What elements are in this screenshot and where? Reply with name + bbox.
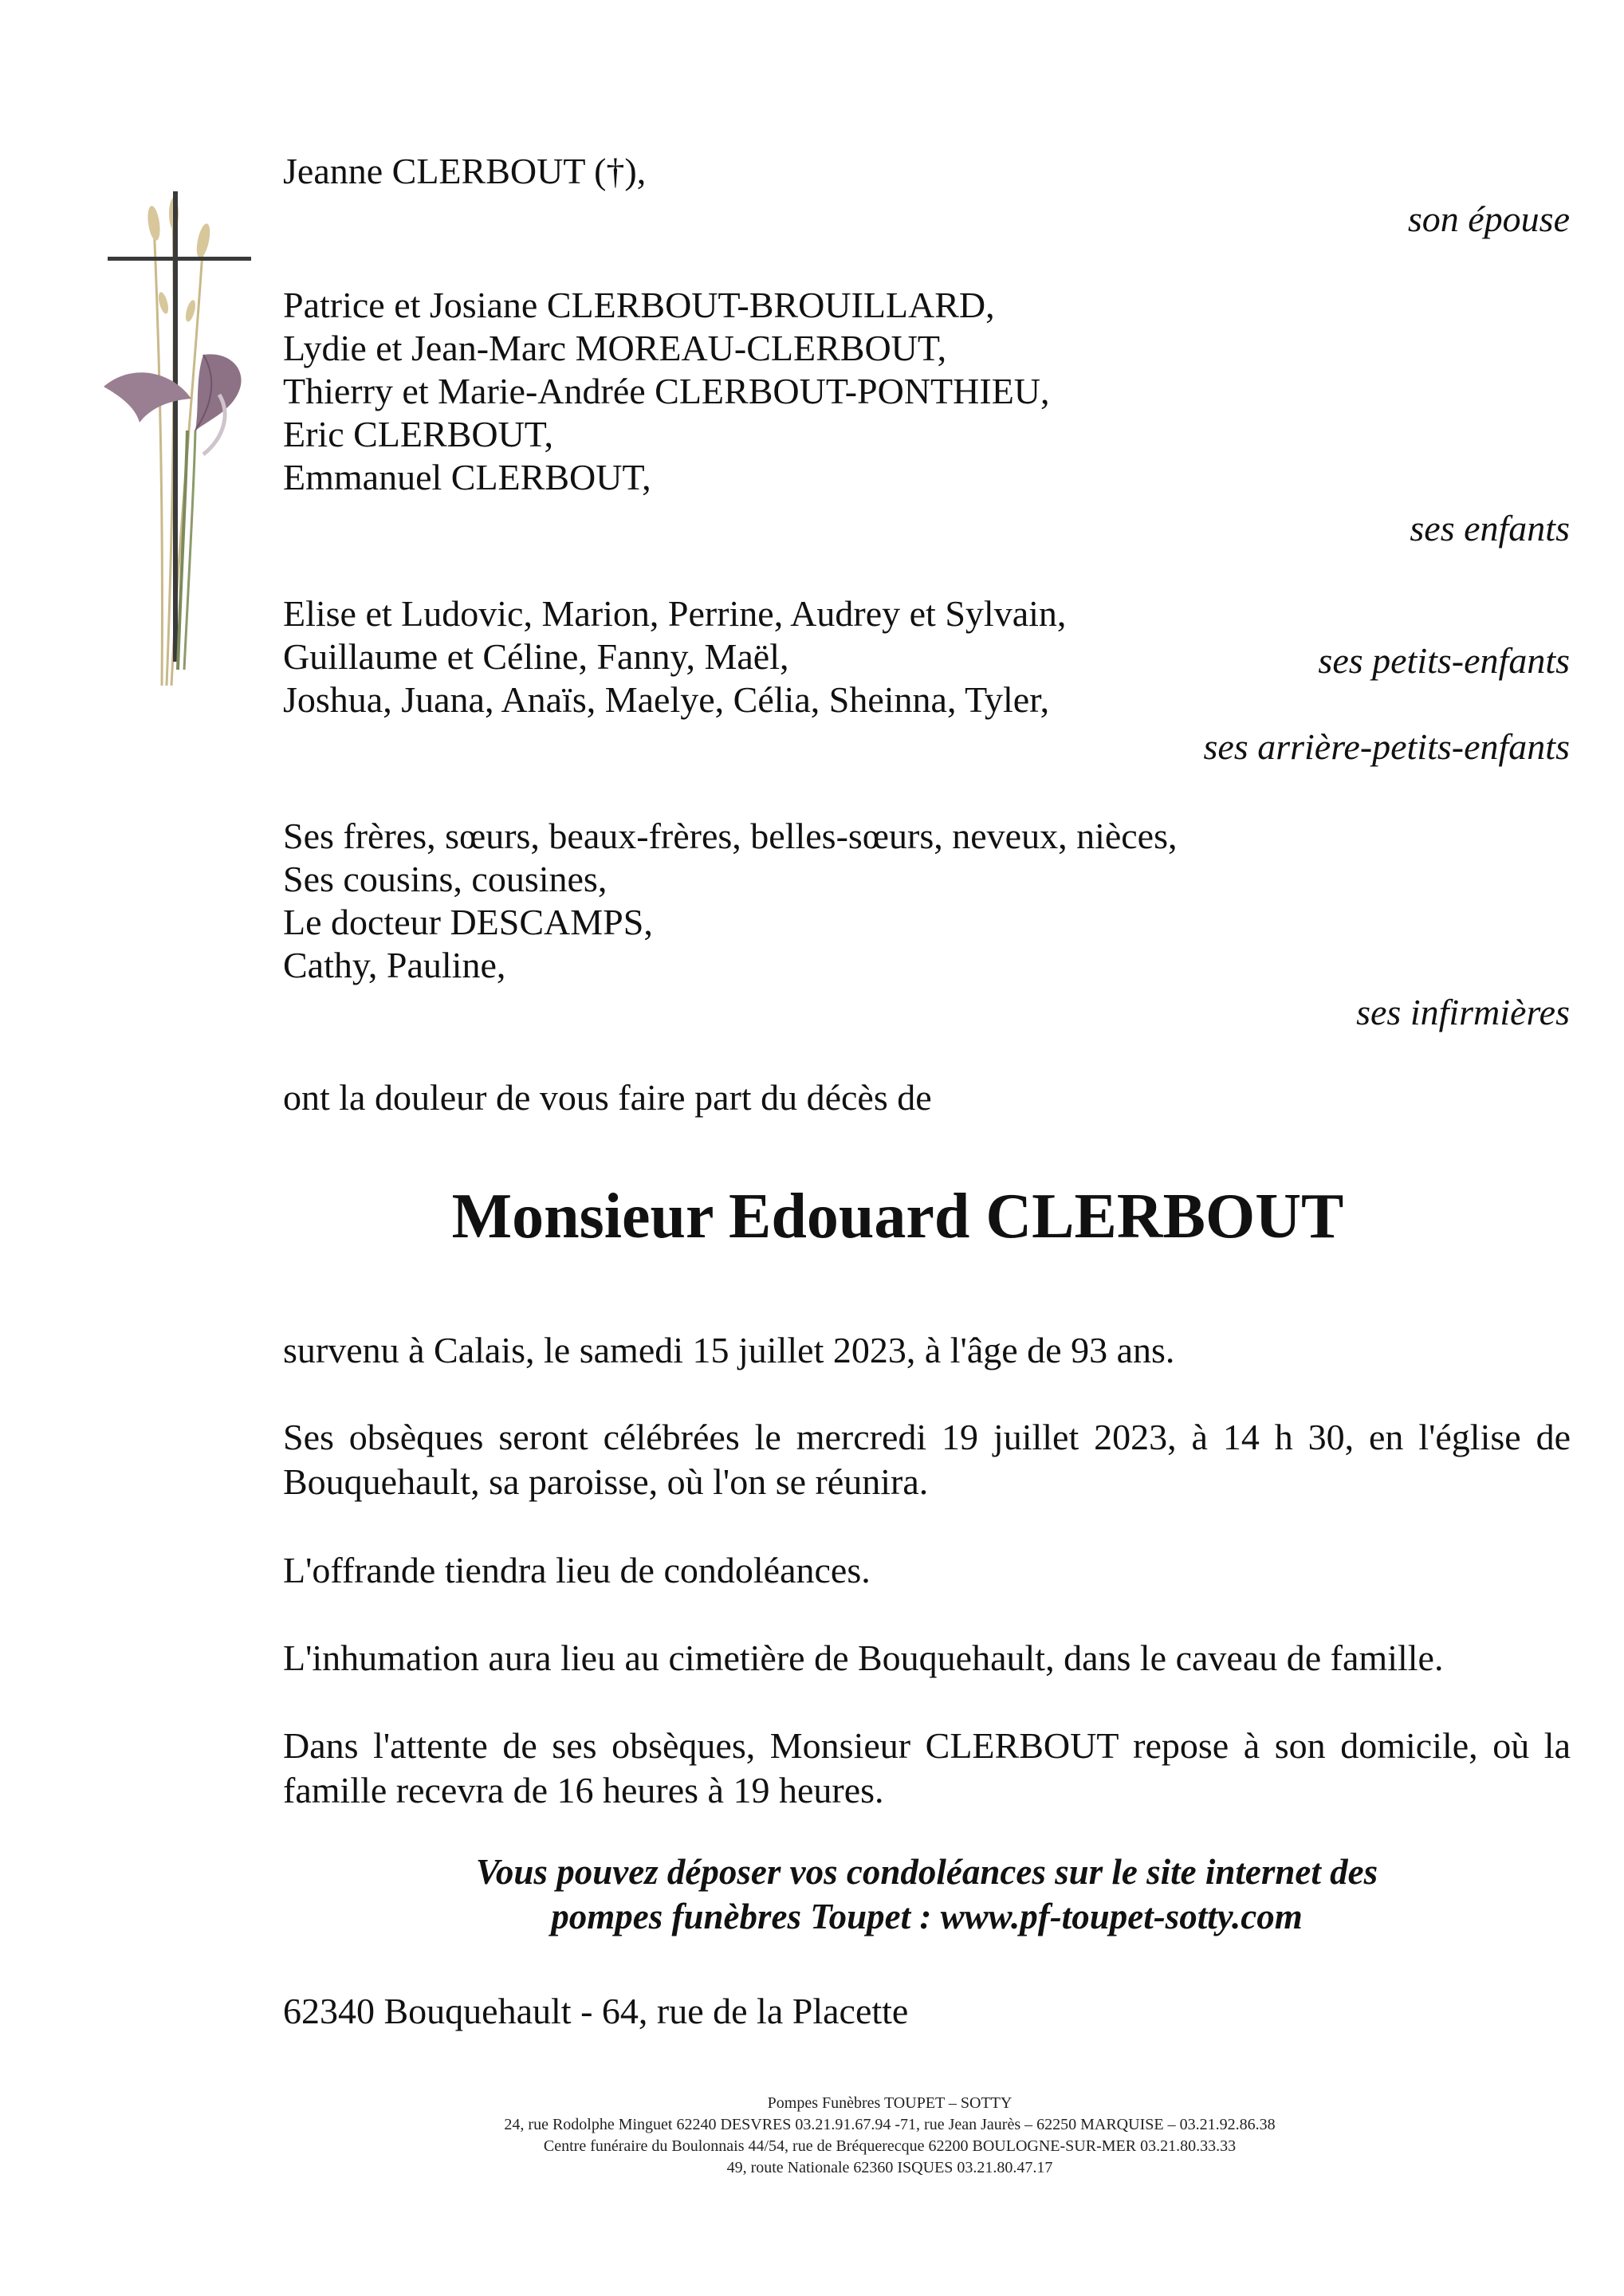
funeral-details: Ses obsèques seront célébrées le mercredi 19 juillet 2023, à 14 h 30, en l'église de Bouquehault, sa paroisse, où l'on se réunira.	[283, 1417, 1571, 1502]
deceased-name: Monsieur Edouard CLERBOUT	[451, 1181, 1344, 1252]
great-grandchildren-role: ses arrière-petits-enfants	[1203, 726, 1570, 767]
condolences-line: Vous pouvez déposer vos condoléances sur le site internet des	[475, 1852, 1378, 1892]
funeral-home-footer	[0, 2093, 1624, 2179]
child-name: Thierry et Marie-Andrée CLERBOUT-PONTHIEU,	[283, 371, 1050, 411]
grandchild-name: Guillaume et Céline, Fanny, Maël,	[283, 636, 789, 677]
cross-lily-decoration	[84, 191, 275, 702]
family-address: 62340 Bouquehault - 64, rue de la Placette	[283, 1991, 909, 2031]
funeral-home-address: 49, route Nationale 62360 ISQUES 03.21.80.47.17	[726, 2159, 1053, 2176]
rest-details: Dans l'attente de ses obsèques, Monsieur CLERBOUT repose à son domicile, où la famille recevra de 16 heures à 19 heures.	[283, 1725, 1571, 1810]
relative-line: Ses frères, sœurs, beaux-frères, belles-sœurs, neveux, nièces,	[283, 816, 1178, 856]
child-name: Emmanuel CLERBOUT,	[283, 457, 651, 497]
relative-line: Le docteur DESCAMPS,	[283, 902, 653, 942]
great-grandchild-name: Joshua, Juana, Anaïs, Maelye, Célia, Sheinna, Tyler,	[283, 679, 1050, 720]
child-name: Patrice et Josiane CLERBOUT-BROUILLARD,	[283, 285, 995, 325]
burial-details: L'inhumation aura lieu au cimetière de Bouquehault, dans le caveau de famille.	[283, 1637, 1444, 1678]
grandchildren-role: ses petits-enfants	[1318, 640, 1570, 681]
nurses-role: ses infirmières	[1356, 992, 1570, 1032]
spouse-name: Jeanne CLERBOUT (†),	[283, 151, 647, 191]
grandchild-name: Elise et Ludovic, Marion, Perrine, Audrey et Sylvain,	[283, 593, 1067, 634]
child-name: Eric CLERBOUT,	[283, 414, 553, 454]
funeral-home-address: 24, rue Rodolphe Minguet 62240 DESVRES 03.21.91.67.94 -71, rue Jean Jaurès – 62250 MARQUISE – 03.21.92.86.38	[504, 2116, 1276, 2133]
offering-details: L'offrande tiendra lieu de condoléances.	[283, 1550, 871, 1590]
relative-line: Cathy, Pauline,	[283, 945, 506, 985]
funeral-home-name: Pompes Funèbres TOUPET – SOTTY	[767, 2094, 1013, 2112]
announcement-text: ont la douleur de vous faire part du décès de	[283, 1077, 932, 1118]
spouse-role: son épouse	[1407, 199, 1570, 239]
children-role: ses enfants	[1410, 508, 1570, 548]
condolences-line: pompes funèbres Toupet : www.pf-toupet-sotty.com	[551, 1897, 1303, 1936]
child-name: Lydie et Jean-Marc MOREAU-CLERBOUT,	[283, 328, 947, 368]
funeral-home-address: Centre funéraire du Boulonnais 44/54, rue de Bréquerecque 62200 BOULOGNE-SUR-MER 03.21.80.33.33	[543, 2137, 1237, 2155]
relative-line: Ses cousins, cousines,	[283, 859, 608, 899]
condolences-notice	[283, 1850, 1571, 1939]
death-details: survenu à Calais, le samedi 15 juillet 2023, à l'âge de 93 ans.	[283, 1330, 1175, 1370]
